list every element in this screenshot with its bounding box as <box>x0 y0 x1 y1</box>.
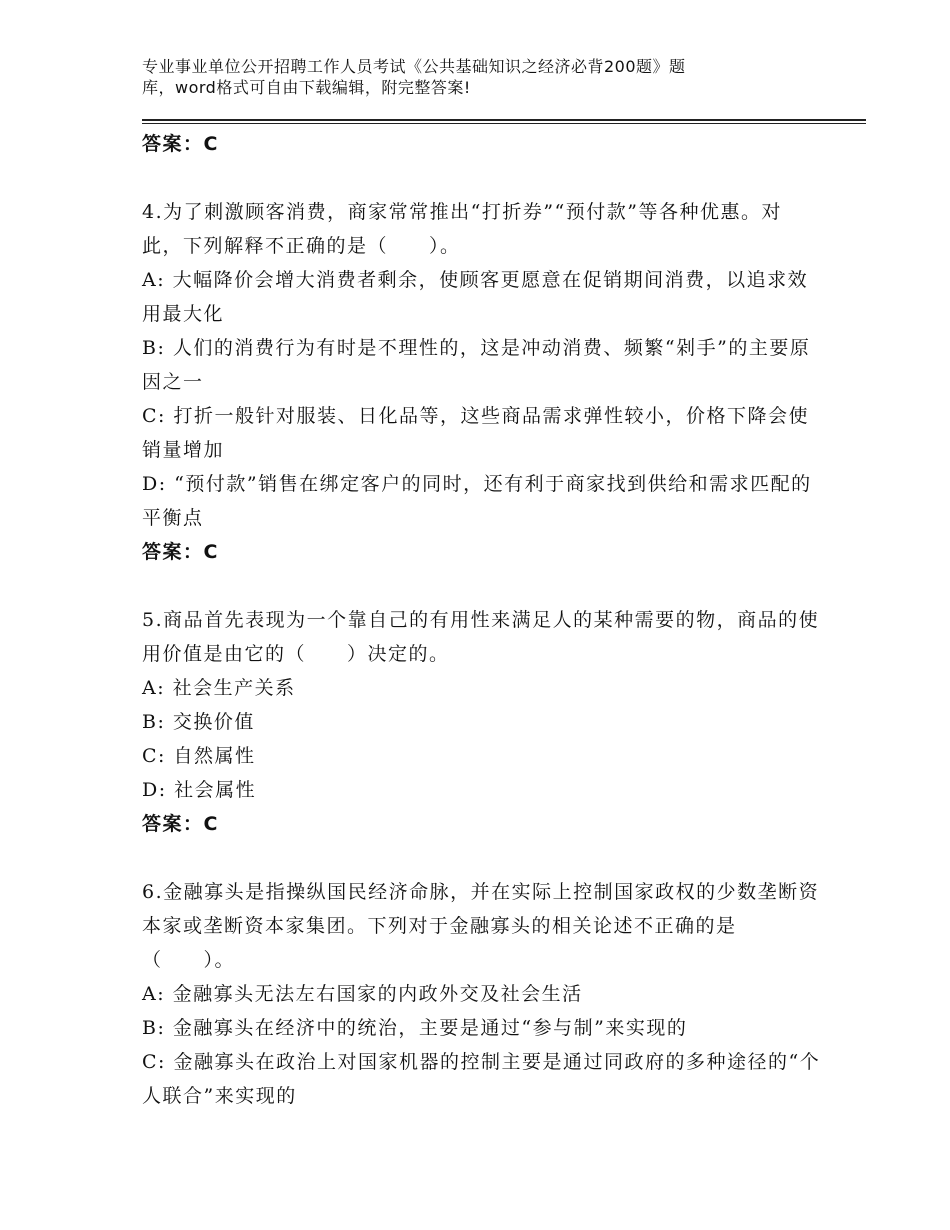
document-header <box>142 56 862 98</box>
document-body <box>142 127 822 1113</box>
answer-line: 答案：C <box>142 813 219 835</box>
question-text: 6.金融寡头是指操纵国民经济命脉，并在实际上控制国家政权的少数垄断资本家或垄断资本家集团。下列对于金融寡头的相关论述不正确的是（ ）。 <box>142 881 820 971</box>
option-b: B: 人们的消费行为有时是不理性的，这是冲动消费、频繁“剁手”的主要原因之一 <box>142 337 811 393</box>
header-divider <box>142 119 866 125</box>
option-d: D: 社会属性 <box>142 779 257 801</box>
option-a: A: 金融寡头无法左右国家的内政外交及社会生活 <box>142 983 583 1005</box>
question-5 <box>142 603 822 841</box>
option-d: D: “预付款”销售在绑定客户的同时，还有利于商家找到供给和需求匹配的平衡点 <box>142 473 812 529</box>
question-6 <box>142 875 822 1113</box>
question-text: 5.商品首先表现为一个靠自己的有用性来满足人的某种需要的物，商品的使用价值是由它的（ ）决定的。 <box>142 609 820 665</box>
question-4 <box>142 195 822 569</box>
option-a: A: 大幅降价会增大消费者剩余，使顾客更愿意在促销期间消费，以追求效用最大化 <box>142 269 809 325</box>
option-c: C: 金融寡头在政治上对国家机器的控制主要是通过同政府的多种途径的“个人联合”来实现的 <box>142 1051 821 1107</box>
option-c: C: 自然属性 <box>142 745 256 767</box>
header-line-2: 库，word格式可自由下载编辑，附完整答案! <box>142 78 471 97</box>
option-c: C: 打折一般针对服装、日化品等，这些商品需求弹性较小，价格下降会使销量增加 <box>142 405 809 461</box>
answer-line: 答案：C <box>142 541 219 563</box>
option-b: B: 金融寡头在经济中的统治，主要是通过“参与制”来实现的 <box>142 1017 688 1039</box>
answer-line: 答案：C <box>142 133 219 155</box>
option-b: B: 交换价值 <box>142 711 255 733</box>
option-a: A: 社会生产关系 <box>142 677 296 699</box>
question-text: 4.为了刺激顾客消费，商家常常推出“打折券”“预付款”等各种优惠。对此，下列解释不正确的是（ ）。 <box>142 201 782 257</box>
header-line-1: 专业事业单位公开招聘工作人员考试《公共基础知识之经济必背200题》题 <box>142 57 686 76</box>
